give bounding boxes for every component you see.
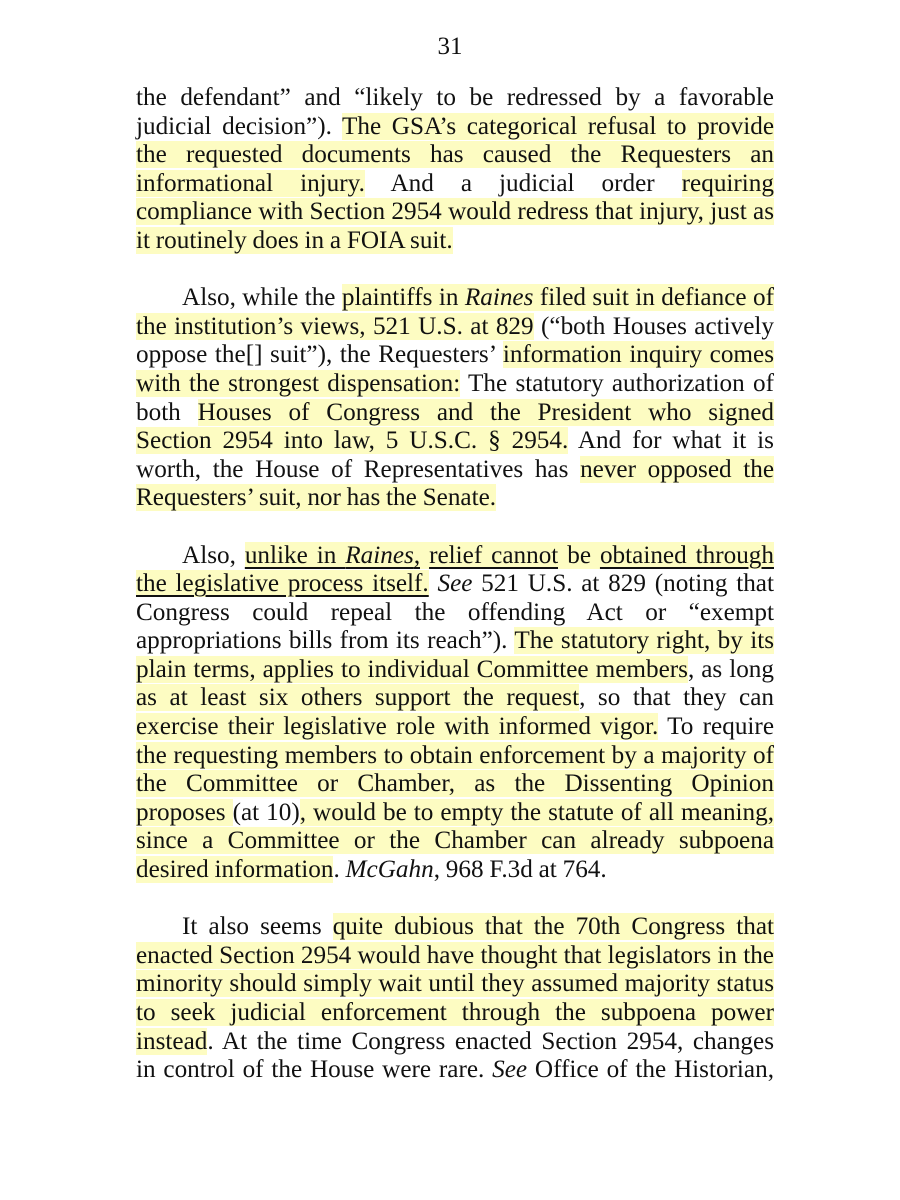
highlighted-text: information inquiry comes xyxy=(502,341,774,369)
text-segment: judicial decision”). xyxy=(136,112,343,140)
text-line xyxy=(136,313,774,342)
highlighted-text: desired information xyxy=(136,856,334,884)
text-line xyxy=(136,113,774,142)
text-segment: oppose the[] suit”), the Requesters’ xyxy=(136,341,503,369)
highlighted-text: Raines xyxy=(464,284,534,312)
highlighted-text: minority should simply wait until they assumed majority status xyxy=(136,970,774,998)
paragraph xyxy=(136,84,774,256)
text-line xyxy=(136,542,774,571)
text-line xyxy=(136,570,774,599)
highlighted-text: since a Committee or the Chamber can already subpoena xyxy=(136,827,774,855)
highlighted-text: unlike in xyxy=(244,541,346,569)
highlighted-text: relief cannot xyxy=(429,541,559,569)
paragraph xyxy=(136,284,774,513)
highlighted-text: instead xyxy=(136,1027,208,1055)
text-segment: in control of the House were rare. xyxy=(136,1056,493,1084)
highlighted-text: the legislative process itself. xyxy=(136,570,429,598)
text-line xyxy=(136,970,774,999)
highlighted-text: The statutory right, by its xyxy=(514,627,774,655)
text-line xyxy=(136,1056,774,1085)
highlighted-text: quite dubious that the 70th Congress that xyxy=(332,913,774,941)
text-line xyxy=(136,799,774,828)
highlighted-text: the requesting members to obtain enforcement by a majority of xyxy=(136,741,774,769)
highlighted-text: to seek judicial enforcement through the subpoena power xyxy=(136,999,774,1026)
highlighted-text: the requested documents has caused the Requesters an xyxy=(136,141,774,169)
highlighted-text: Section 2954 into law, 5 U.S.C. § 2954. xyxy=(136,427,569,455)
text-segment: Also, while the xyxy=(182,284,342,312)
text-segment: . xyxy=(333,856,346,884)
highlighted-text: the institution’s views, 521 U.S. at 829 xyxy=(136,312,534,340)
text-line xyxy=(136,399,774,428)
highlighted-text: Houses of Congress and the President who signed xyxy=(197,398,774,426)
highlighted-text: enacted Section 2954 would have thought that legislators in the xyxy=(136,941,774,969)
highlighted-text: Raines xyxy=(345,541,414,569)
text-line xyxy=(136,370,774,399)
highlighted-text: plaintiffs in xyxy=(341,284,465,312)
text-segment: appropriations bills from its reach”). xyxy=(136,627,515,655)
text-segment: (at 10) xyxy=(232,798,300,826)
text-line xyxy=(136,827,774,856)
text-line xyxy=(136,170,774,199)
page-number: 31 xyxy=(437,33,463,60)
highlighted-text: , would be to empty the statute of all meaning, xyxy=(299,798,775,826)
highlighted-text xyxy=(420,542,429,569)
text-segment: McGahn xyxy=(345,856,434,884)
highlighted-text: proposes xyxy=(136,798,233,826)
text-line xyxy=(136,599,774,628)
text-line xyxy=(136,227,774,256)
highlighted-text: with the strongest dispensation: xyxy=(136,369,461,397)
text-line xyxy=(136,284,774,313)
text-line xyxy=(136,427,774,456)
highlighted-text: compliance with Section 2954 would redress that injury, just as xyxy=(136,198,774,226)
text-line xyxy=(136,913,774,942)
text-segment: Congress could repeal the offending Act or “exempt xyxy=(136,598,774,626)
highlighted-text: plain terms, applies to individual Committee members xyxy=(136,655,688,683)
text-line xyxy=(136,656,774,685)
text-segment: To require xyxy=(658,713,774,741)
text-line xyxy=(136,341,774,370)
text-segment: , 968 F.3d at 764. xyxy=(433,856,607,884)
highlighted-text: the Committee or Chamber, as the Dissenting Opinion xyxy=(136,770,774,798)
text-segment: the defendant” and “likely to be redressed by a favorable xyxy=(136,84,774,111)
text-segment: It also seems xyxy=(182,913,333,941)
text-segment: 521 U.S. at 829 (noting that xyxy=(472,570,774,598)
text-line xyxy=(136,942,774,971)
text-segment: , as long xyxy=(687,655,774,683)
text-line xyxy=(136,684,774,713)
highlighted-text: Requesters’ suit, nor has the Senate. xyxy=(136,484,497,512)
text-segment: See xyxy=(437,570,473,598)
text-line xyxy=(136,84,774,113)
text-segment: Office of the Historian, xyxy=(527,1056,774,1084)
highlighted-text: filed suit in defiance of xyxy=(533,284,774,312)
paragraph xyxy=(136,542,774,885)
highlighted-text: , xyxy=(413,541,421,569)
highlighted-text: obtained through xyxy=(599,541,774,569)
highlighted-text: it routinely does in a FOIA suit. xyxy=(136,226,453,254)
text-segment: The statutory authorization of xyxy=(460,369,774,397)
paragraph xyxy=(136,913,774,1085)
highlighted-text: The GSA’s categorical refusal to provide xyxy=(342,112,775,140)
text-line xyxy=(136,1028,774,1057)
highlighted-text: requiring xyxy=(681,169,774,197)
text-segment: . At the time Congress enacted Section 2954, changes xyxy=(207,1027,774,1055)
text-line xyxy=(136,198,774,227)
highlighted-text: informational injury. xyxy=(136,169,365,197)
highlighted-text: never opposed the xyxy=(580,455,774,483)
text-line xyxy=(136,999,774,1028)
text-segment: And a judicial order xyxy=(364,169,682,197)
text-segment: , so that they can xyxy=(579,684,774,712)
text-segment: both xyxy=(136,398,198,426)
text-segment: And for what it is xyxy=(568,427,774,455)
text-line xyxy=(136,856,774,885)
text-segment: worth, the House of Representatives has xyxy=(136,455,581,483)
highlighted-text: as at least six others support the request xyxy=(136,684,580,712)
text-segment: See xyxy=(492,1056,528,1084)
text-segment: Also, xyxy=(182,541,245,569)
text-segment: (“both Houses actively xyxy=(533,312,774,340)
text-line xyxy=(136,770,774,799)
text-line xyxy=(136,456,774,485)
text-line xyxy=(136,742,774,771)
text-line xyxy=(136,141,774,170)
highlighted-text: be xyxy=(558,541,600,569)
text-line xyxy=(136,627,774,656)
highlighted-text: exercise their legislative role with informed vigor. xyxy=(136,713,659,741)
document-body xyxy=(136,84,774,1113)
text-line xyxy=(136,484,774,513)
text-line xyxy=(136,713,774,742)
